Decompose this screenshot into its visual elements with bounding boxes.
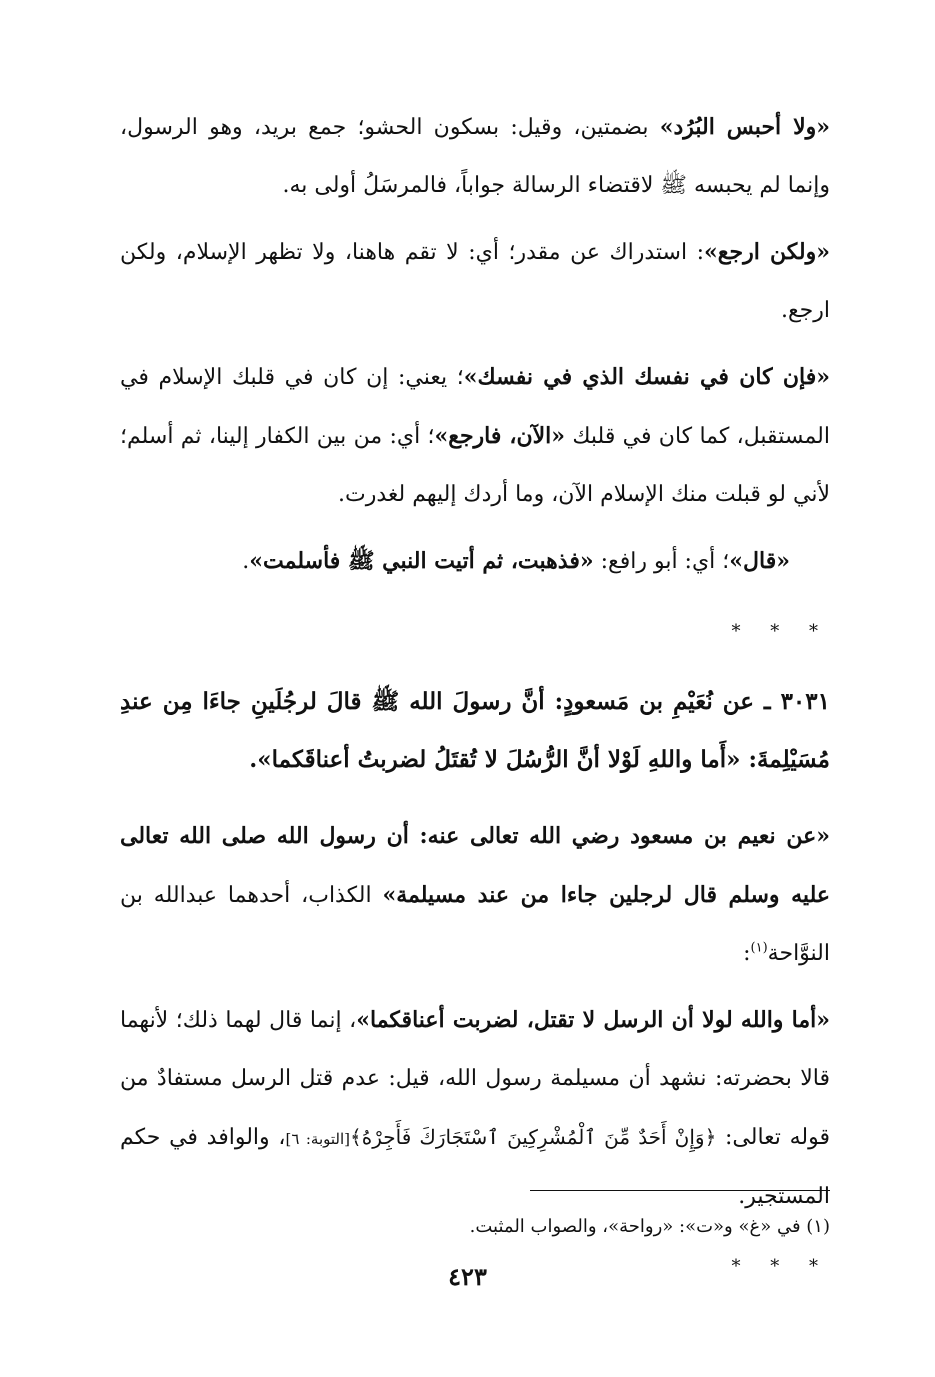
section-separator: * * * <box>731 1256 830 1277</box>
quote: «الآن، فارجع» <box>434 423 566 449</box>
paragraph-1 <box>120 98 830 215</box>
commentary: ؛ أي: أبو رافع: <box>593 549 730 574</box>
quote: «عن نعيم بن مسعود رضي الله تعالى عنه: أن رسول الله صلى الله تعالى عليه وسلم قال لرجلين جاءا من عند مسيلمة» <box>120 823 830 908</box>
commentary: ؛ أي: من بين الكفار إلينا، ثم أسلم؛ لأني لو قبلت منك الإسلام الآن، وما أردك إليهم لغدرت. <box>120 424 830 507</box>
page-number: ٤٢٣ <box>448 1262 487 1291</box>
commentary: : <box>743 941 751 966</box>
verse-reference: [التوبة: ٦] <box>285 1130 351 1148</box>
paragraph-4 <box>120 532 830 591</box>
commentary: : استدراك عن مقدر؛ أي: لا تقم هاهنا، ولا تظهر الإسلام، ولكن ارجع. <box>120 240 830 323</box>
commentary: ، إنما قال لهما ذلك؛ لأنهما قالا بحضرته: نشهد أن مسيلمة رسول الله، قيل: عدم قتل الرسل مستفادٌ من قوله تعالى: <box>120 1008 831 1150</box>
quote: «قال» <box>729 548 790 574</box>
quote: «ولكن ارجع» <box>704 239 830 265</box>
commentary: الكذاب، أحدهما عبدالله بن النوَّاحة <box>120 883 830 966</box>
footnote-rule <box>530 1190 830 1191</box>
paragraph-5 <box>120 807 830 983</box>
footnote: (١) في «غ» و«ت»: «رواحة»، والصواب المثبت. <box>469 1216 830 1237</box>
quran-verse: ﴿وَإِنْ أَحَدٌ مِّنَ ٱلْمُشْرِكِينَ ٱسْتَجَارَكَ فَأَجِرْهُ﴾ <box>350 1125 717 1149</box>
quote: «ولا أحبس البُرُد» <box>659 114 830 140</box>
section-separator: * * * <box>731 621 830 642</box>
hadith-text: ٣٠٣١ ـ عن نُعَيْمِ بن مَسعودٍ: أنَّ رسولَ الله ﷺ قالَ لرجُلَينِ جاءَا مِن عندِ مُسَيْلِمةَ: «أَما واللهِ لَوْلا أنَّ الرُّسُلَ لا تُقتَلُ لضربتُ أعناقَكما». <box>120 688 830 773</box>
quote: «أما والله لولا أن الرسل لا تقتل، لضربت أعناقكما» <box>356 1007 830 1033</box>
commentary: بضمتين، وقيل: بسكون الحشو؛ جمع بريد، وهو الرسول، وإنما لم يحبسه ﷺ لاقتضاء الرسالة جواباً، فالمرسَلُ أولى به. <box>120 115 830 198</box>
quote: «فذهبت، ثم أتيت النبي ﷺ فأسلمت» <box>249 548 594 574</box>
commentary: . <box>242 549 250 574</box>
main-text <box>120 98 830 1308</box>
commentary: ؛ يعني: إن كان في قلبك الإسلام في المستقبل، كما كان في قلبك <box>120 365 830 449</box>
quote: «فإن كان في نفسك الذي في نفسك» <box>463 364 830 390</box>
commentary: ، والوافد في حكم المستجير. <box>120 1125 830 1209</box>
paragraph-2 <box>120 223 830 340</box>
footnote-marker: (١) <box>750 940 768 956</box>
paragraph-3 <box>120 348 830 524</box>
